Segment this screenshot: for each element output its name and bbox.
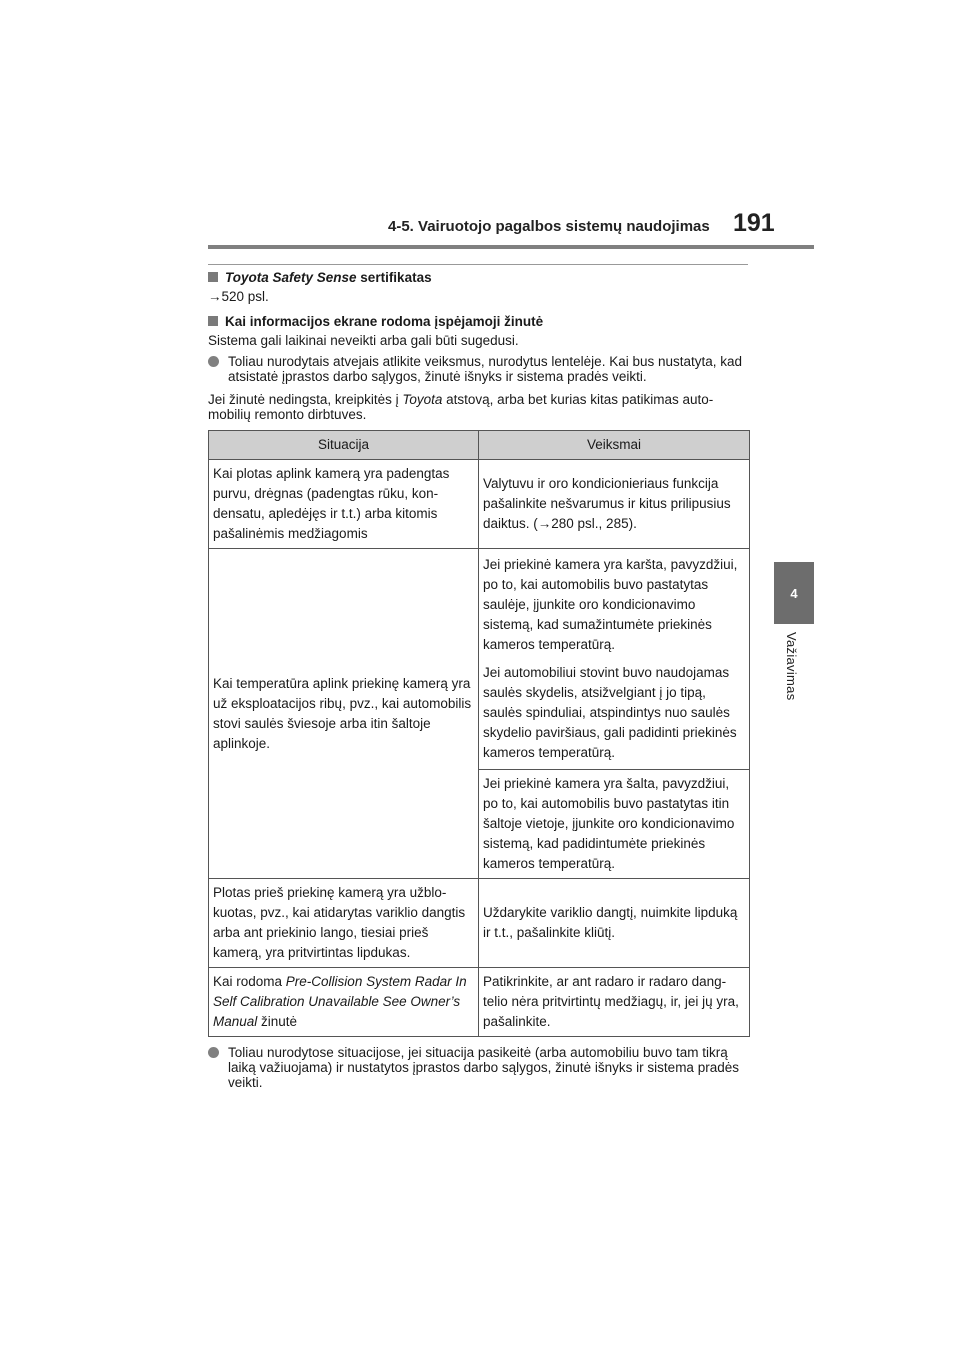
situation-cell: Kai temperatūra aplink priekinę kamerą yra už eksploatacijos ribų, pvz., kai automobilis stovi saulės šviesoje arba itin šaltoje aplinkoje.: [209, 549, 479, 879]
bullet-item: Toliau nurodytais atvejais atlikite veiksmus, nurodytus lentelėje. Kai bus nustatyta, kad atsistatė įprastos darbo sąlygos, žinutė išnyks ir sistema pradės veikti.: [208, 354, 750, 384]
action-cell: Patikrinkite, ar ant radaro ir radaro dangtelio nėra pritvirtintų medžiagų, ir, jei jų yra, pašalinkite.: [479, 968, 750, 1037]
page-content: [208, 268, 750, 1090]
heading-italic: Toyota Safety Sense: [225, 270, 357, 285]
section-heading-warning: Kai informacijos ekrane rodoma įspėjamoji žinutė: [208, 314, 750, 329]
header-divider: [208, 245, 814, 249]
note-text: Jei žinutė nedingsta, kreipkitės į Toyota atstovą, arba bet kurias kitas patikimas automobilių remonto dirbtuves.: [208, 392, 714, 422]
table-row: [209, 879, 750, 968]
situation-cell: Plotas prieš priekinę kamerą yra užblokuotas, pvz., kai atidarytas variklio dangtis arba ant priekinio lango, tiesiai prieš kamerą, yra pritvirtintas lipdukas.: [209, 879, 479, 968]
situation-cell: Kai plotas aplink kamerą yra padengtas purvu, drėgnas (padengtas rūku, kondensatu, apledėjęs ir t.t.) arba kitomis pašalinėmis medžiagomis: [209, 460, 479, 549]
action-cell: Jei priekinė kamera yra šalta, pavyzdžiui, po to, kai automobilis buvo pastatytas itin šaltoje vietoje, įjunkite oro kondicionavimo sistemą, kad padidintumėte priekinės kameros temperatūrą.: [479, 770, 750, 879]
column-header-situation: Situacija: [209, 431, 479, 460]
action-cell: Uždarykite variklio dangtį, nuimkite lipduką ir t.t., pašalinkite kliūtį.: [479, 879, 750, 968]
chapter-tab-number: 4: [774, 562, 814, 624]
page-number: 191: [733, 209, 775, 237]
situation-cell: Kai rodoma Pre-Collision System Radar In Self Calibration Unavailable See Owner’s Manual žinutė: [209, 968, 479, 1037]
table-row: [209, 549, 750, 770]
page-header-title: 4-5. Vairuotojo pagalbos sistemų naudojimas: [388, 218, 710, 235]
section-rule: [208, 264, 748, 265]
bullet-item: Toliau nurodytose situacijose, jei situacija pasikeitė (arba automobiliu buvo tam tikrą laiką važiuojama) ir nustatytos įprastos darbo sąlygos, žinutė išnyks ir sistema pradės veikti.: [208, 1045, 750, 1090]
table-row: [209, 460, 750, 549]
square-bullet-icon: [208, 272, 218, 282]
section-heading-certificate: [208, 270, 750, 285]
round-bullet-icon: [208, 356, 219, 367]
chapter-tab-label: Važiavimas: [784, 632, 799, 701]
round-bullet-icon: [208, 1047, 219, 1058]
heading-rest: sertifikatas: [356, 270, 432, 285]
page-reference: →520 psl.: [208, 289, 269, 304]
action-cell: Valytuvu ir oro kondicionieriaus funkcija pašalinkite nešvarumus ir kitus prilipusius daiktus. (→280 psl., 285).: [479, 460, 750, 549]
situations-table: [208, 430, 750, 1037]
action-cell: [479, 549, 750, 770]
action-paragraph: Jei automobiliui stovint buvo naudojamas saulės skydelis, atsižvelgiant į jo tipą, saulės spinduliai, atspindintys nuo saulės skydelio paviršiaus, gali padidinti priekinės kameros temperatūrą.: [483, 665, 737, 760]
action-paragraph: Jei priekinė kamera yra karšta, pavyzdžiui, po to, kai automobilis buvo pastatytas saulėje, įjunkite oro kondicionavimo sistemą, kad sumažintumėte priekinės kameros temperatūrą.: [483, 557, 738, 652]
column-header-actions: Veiksmai: [479, 431, 750, 460]
table-row: [209, 968, 750, 1037]
intro-text: Sistema gali laikinai neveikti arba gali būti sugedusi.: [208, 333, 519, 348]
square-bullet-icon: [208, 316, 218, 326]
table-header-row: [209, 431, 750, 460]
